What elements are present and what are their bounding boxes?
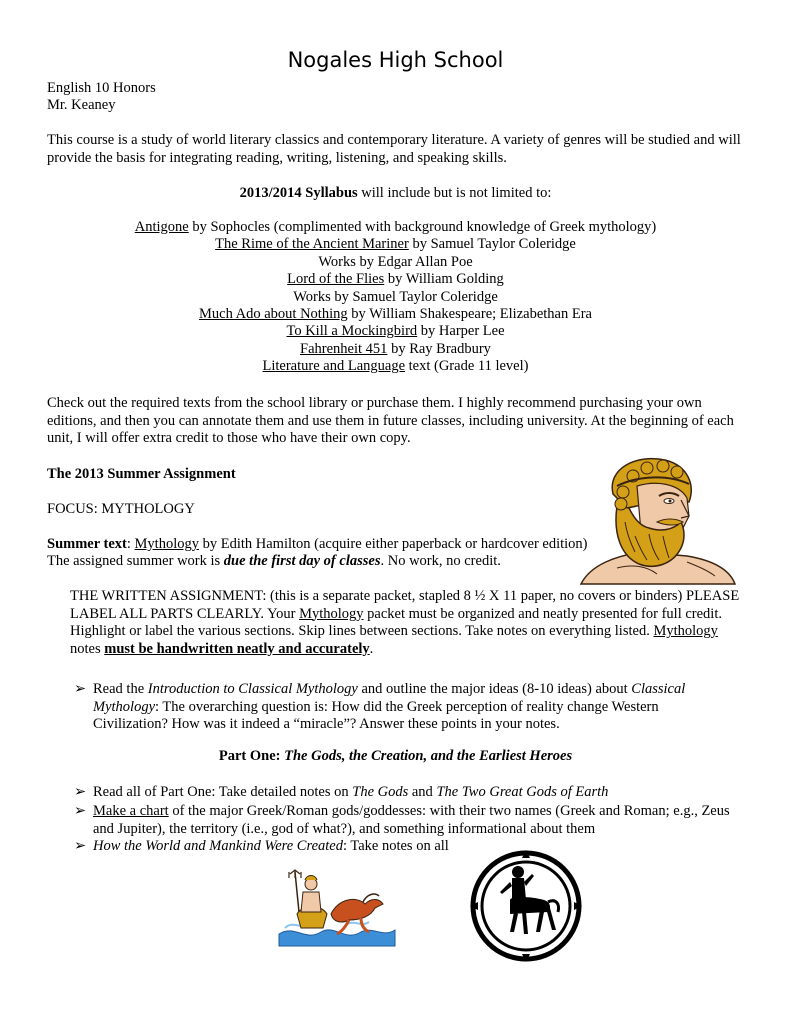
reading-item: Much Ado about Nothing by William Shakespeare; Elizabethan Era <box>199 306 592 323</box>
arrow-bullet-icon: ➢ <box>74 681 87 697</box>
arrow-bullet-icon: ➢ <box>74 784 87 800</box>
syllabus-heading: 2013/2014 Syllabus will include but is not limited to: <box>239 185 552 201</box>
course-name: English 10 Honors <box>47 80 156 96</box>
greek-god-bust-illustration <box>577 456 737 588</box>
centaur-medallion-illustration <box>470 850 582 962</box>
written-assignment-paragraph: THE WRITTEN ASSIGNMENT: (this is a separate packet, stapled 8 ½ X 11 paper, no covers or binders) PLEASE LABEL ALL PARTS CLEARLY. Your Mythology packet must be organized and neatly presented for full credit. Highlight or label the various sections. Skip lines between sections. Take notes on everything listed. Mythology notes must be handwritten neatly and accurately. <box>70 588 740 657</box>
summer-text-line: Summer text: Mythology by Edith Hamilton (acquire either paperback or hardcover edition) <box>47 536 588 552</box>
reading-item: Antigone by Sophocles (complimented with background knowledge of Greek mythology) <box>134 219 657 235</box>
summer-assignment-heading: The 2013 Summer Assignment <box>47 466 236 482</box>
reading-item: Works by Edgar Allan Poe <box>318 253 473 270</box>
poseidon-chariot-illustration <box>275 868 400 948</box>
checkout-paragraph: Check out the required texts from the school library or purchase them. I highly recommend purchasing your own editions, and then you can annotate them and use them in future classes, including university. At the beginning of each unit, I will offer extra credit to those who have their own copy. <box>47 395 734 446</box>
teacher-name: Mr. Keaney <box>47 97 116 113</box>
reading-item: Fahrenheit 451 by Ray Bradbury <box>300 340 491 357</box>
course-description: This course is a study of world literary classics and contemporary literature. A variety of genres will be studied and will provide the basis for integrating reading, writing, listening, and speaking skills. <box>47 132 741 166</box>
reading-item: Literature and Language text (Grade 11 level) <box>262 358 529 375</box>
due-date-line: The assigned summer work is due the first day of classes. No work, no credit. <box>47 553 501 569</box>
reading-item: Lord of the Flies by William Golding <box>287 271 504 288</box>
reading-item: The Rime of the Ancient Mariner by Samuel Taylor Coleridge <box>215 236 576 253</box>
reading-item: To Kill a Mockingbird by Harper Lee <box>286 323 505 340</box>
part-one-heading: Part One: The Gods, the Creation, and the Earliest Heroes <box>218 748 573 764</box>
page-title: Nogales High School <box>287 48 504 72</box>
arrow-bullet-icon: ➢ <box>74 838 87 854</box>
reading-list <box>0 219 791 376</box>
reading-item: Works by Samuel Taylor Coleridge <box>293 288 498 305</box>
focus-line: FOCUS: MYTHOLOGY <box>47 501 195 517</box>
arrow-bullet-icon: ➢ <box>74 803 87 819</box>
